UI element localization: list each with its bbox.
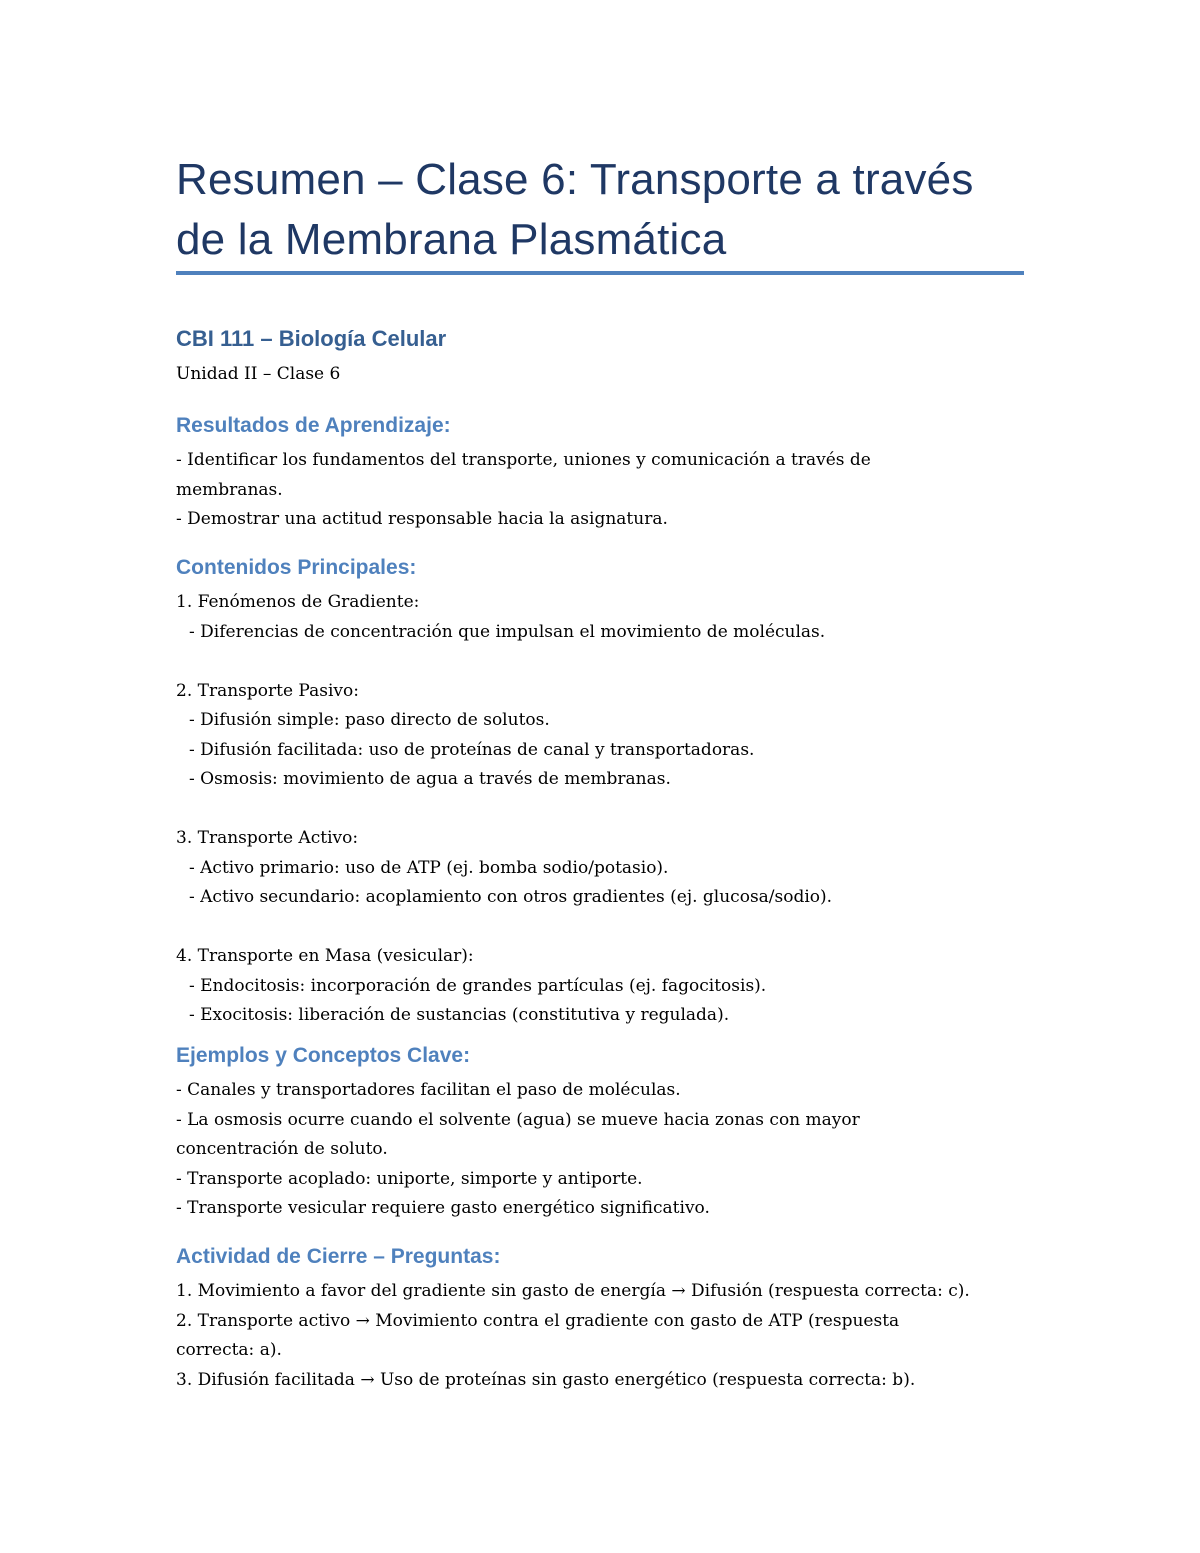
title-line-2: de la Membrana Plasmática [176,215,727,264]
learning-line: - Demostrar una actitud responsable hacia la asignatura. [176,509,668,529]
examples-line: concentración de soluto. [176,1139,388,1159]
contents-item: - Endocitosis: incorporación de grandes partículas (ej. fagocitosis). [189,975,767,996]
closing-line: correcta: a). [176,1340,282,1360]
learning-line: - Identificar los fundamentos del transporte, uniones y comunicación a través de [176,450,871,470]
contents-item: - Difusión simple: paso directo de solutos. [189,710,550,730]
contents-item: - Activo primario: uso de ATP (ej. bomba sodio/potasio). [189,857,669,878]
learning-line: membranas. [176,479,283,500]
title-underline [176,271,1024,275]
contents-item: - Activo secundario: acoplamiento con otros gradientes (ej. glucosa/sodio). [189,887,833,907]
contents-section-title: 1. Fenómenos de Gradiente: [176,592,420,612]
examples-list [176,1076,1026,1224]
learning-list [176,446,1026,535]
contents-section-title: 4. Transporte en Masa (vesicular): [176,946,474,966]
examples-line: - Transporte acoplado: uniporte, simporte y antiporte. [176,1168,643,1189]
document-title [176,150,1026,270]
examples-line: - Transporte vesicular requiere gasto energético significativo. [176,1198,710,1218]
closing-list [176,1277,1026,1395]
learning-heading: Resultados de Aprendizaje: [176,414,451,437]
contents-section-title: 3. Transporte Activo: [176,828,359,848]
contents-heading: Contenidos Principales: [176,556,417,579]
closing-line: 2. Transporte activo → Movimiento contra el gradiente con gasto de ATP (respuesta [176,1310,900,1331]
closing-heading: Actividad de Cierre – Preguntas: [176,1245,501,1268]
contents-section-title: 2. Transporte Pasivo: [176,680,359,701]
examples-line: - Canales y transportadores facilitan el paso de moléculas. [176,1080,681,1100]
contents-item: - Diferencias de concentración que impulsan el movimiento de moléculas. [189,621,826,642]
unit-subtitle: Unidad II – Clase 6 [176,364,341,384]
contents-item: - Difusión facilitada: uso de proteínas de canal y transportadoras. [189,739,755,760]
course-heading: CBI 111 – Biología Celular [176,326,447,351]
contents-item: - Exocitosis: liberación de sustancias (constitutiva y regulada). [189,1005,730,1025]
closing-line: 3. Difusión facilitada → Uso de proteínas sin gasto energético (respuesta correcta: b). [176,1369,916,1390]
title-line-1: Resumen – Clase 6: Transporte a través [176,155,974,204]
contents-item: - Osmosis: movimiento de agua a través de membranas. [189,769,671,789]
examples-heading: Ejemplos y Conceptos Clave: [176,1044,471,1067]
examples-line: - La osmosis ocurre cuando el solvente (agua) se mueve hacia zonas con mayor [176,1109,860,1130]
contents-list [176,588,1026,1031]
closing-line: 1. Movimiento a favor del gradiente sin gasto de energía → Difusión (respuesta correcta: c). [176,1281,970,1301]
